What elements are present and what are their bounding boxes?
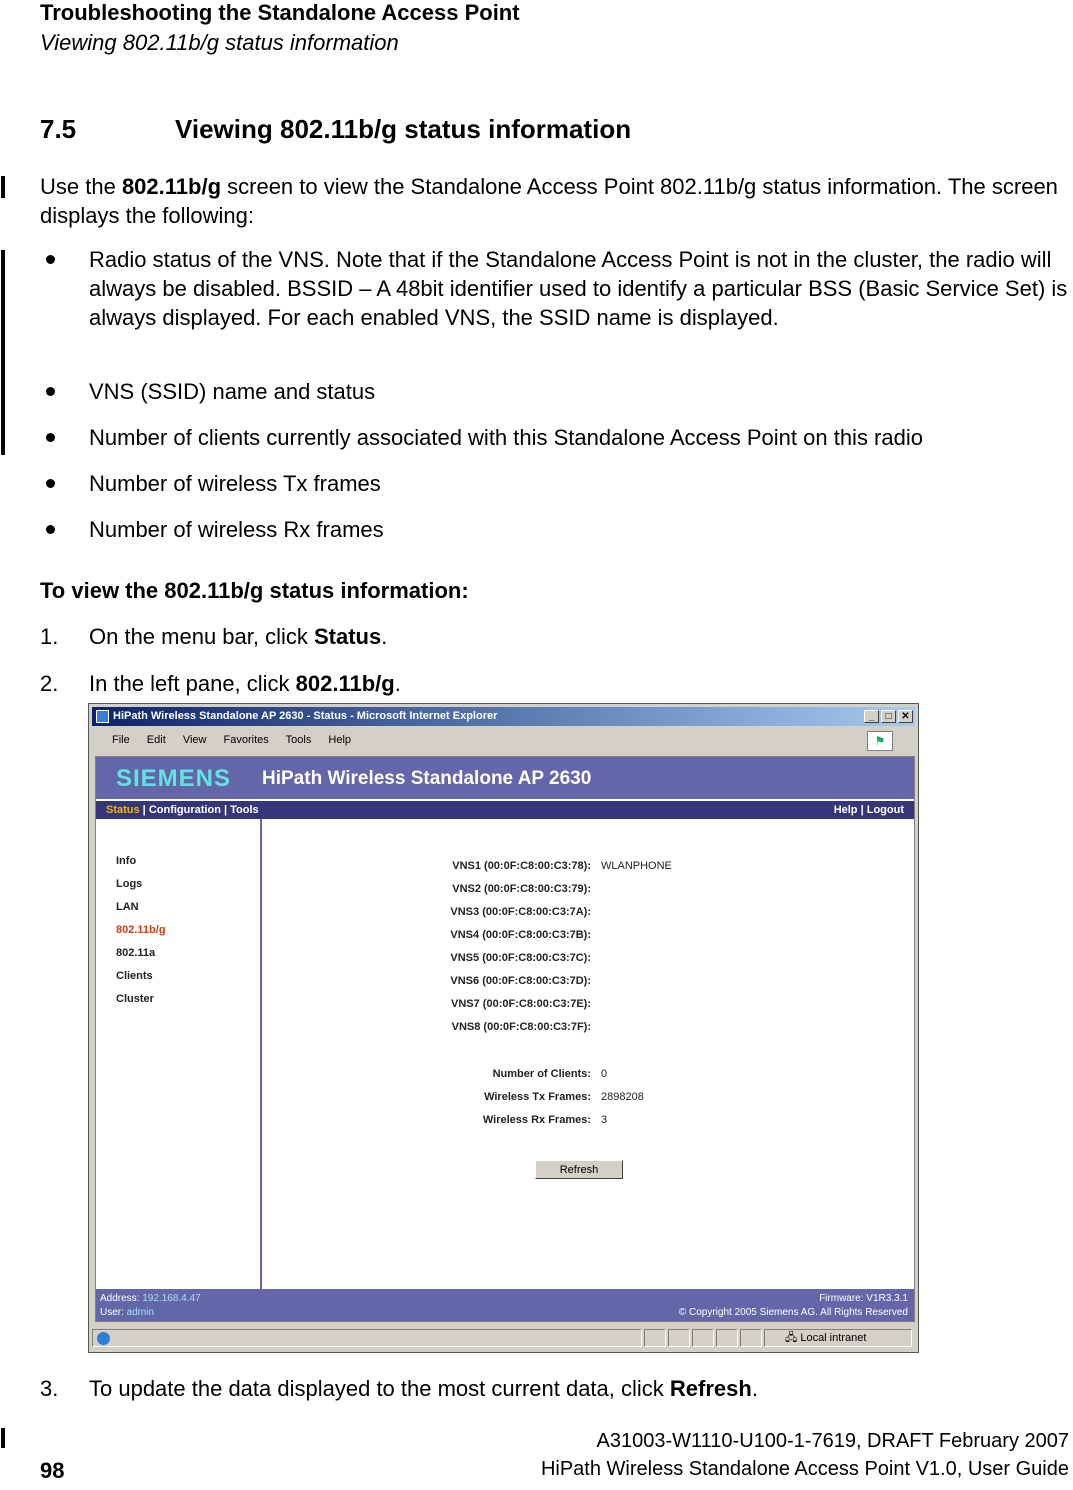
banner — [96, 757, 914, 799]
firmware-info: Firmware: V1R3.3.1 — [819, 1293, 908, 1304]
vns-label: VNS2 (00:0F:C8:00:C3:79): — [452, 883, 591, 895]
left-nav-80211a[interactable]: 802.11a — [116, 947, 156, 959]
vns-label: VNS6 (00:0F:C8:00:C3:7D): — [450, 975, 591, 987]
intranet-icon: 🖧 — [785, 1332, 798, 1344]
procedure-step: 2. In the left pane, click 802.11b/g. — [40, 671, 401, 696]
pane-divider — [260, 819, 262, 1289]
menu-help[interactable]: Help — [328, 734, 352, 746]
bullet-item: Radio status of the VNS. Note that if the Standalone Access Point is not in the cluster, the radio will always be disabled. BSSID – A 48bit identifier used to identify a particular BSS (Basic Service Set) is always displayed. For each enabled VNS, the SSID name is displayed. — [40, 245, 1070, 361]
stat-label: Number of Clients: — [492, 1068, 591, 1080]
refresh-button[interactable]: Refresh — [535, 1160, 623, 1179]
procedure-step: 3. To update the data displayed to the most current data, click Refresh. — [40, 1376, 758, 1401]
menu-edit[interactable]: Edit — [146, 734, 166, 746]
vns-label: VNS7 (00:0F:C8:00:C3:7E): — [451, 998, 591, 1010]
section-title: Viewing 802.11b/g status information — [175, 114, 632, 144]
product-title: HiPath Wireless Standalone AP 2630 — [262, 768, 592, 789]
change-bar — [1, 1428, 5, 1448]
section-number: 7.5 — [40, 114, 77, 144]
browser-statusbar — [92, 1327, 915, 1349]
procedure-step: 1. On the menu bar, click Status. — [40, 624, 388, 649]
security-zone: 🖧 Local intranet — [785, 1332, 867, 1344]
menu-file[interactable]: File — [112, 734, 130, 746]
bullet-item: Number of clients currently associated with this Standalone Access Point on this radio — [40, 423, 1070, 452]
bullet-icon — [46, 433, 55, 442]
close-icon[interactable]: ✕ — [898, 710, 913, 723]
page-footer — [96, 1289, 914, 1321]
bullet-item: Number of wireless Rx frames — [40, 515, 1070, 544]
browser-screenshot — [88, 703, 919, 1353]
browser-menubar — [92, 729, 915, 751]
menu-view[interactable]: View — [182, 734, 207, 746]
bullet-icon — [46, 387, 55, 396]
stat-label: Wireless Tx Frames: — [484, 1091, 591, 1103]
document-title: HiPath Wireless Standalone Access Point V1.0, User Guide — [540, 1458, 1069, 1480]
left-nav-clients[interactable]: Clients — [116, 970, 153, 982]
vns-value: WLANPHONE — [601, 860, 672, 872]
left-nav-info[interactable]: Info — [116, 855, 137, 867]
bullet-item: Number of wireless Tx frames — [40, 469, 1070, 498]
stat-value: 2898208 — [601, 1091, 644, 1103]
address-info: Address: 192.168.4.47 — [100, 1293, 201, 1304]
left-nav-lan[interactable]: LAN — [116, 901, 139, 913]
running-header-subtitle: Viewing 802.11b/g status information — [40, 30, 399, 55]
change-bar — [1, 250, 5, 455]
nav-logout[interactable]: Logout — [866, 804, 904, 816]
nav-configuration[interactable]: Configuration — [148, 804, 221, 816]
minimize-icon[interactable]: _ — [864, 710, 879, 723]
left-nav-cluster[interactable]: Cluster — [116, 993, 154, 1005]
vns-label: VNS1 (00:0F:C8:00:C3:78): — [452, 860, 591, 872]
copyright: © Copyright 2005 Siemens AG. All Rights Reserved — [678, 1307, 908, 1318]
stat-value: 3 — [601, 1114, 608, 1126]
bullet-icon — [46, 255, 55, 264]
left-nav-80211bg[interactable]: 802.11b/g — [116, 924, 166, 936]
intro-paragraph: Use the 802.11b/g screen to view the Standalone Access Point 802.11b/g status information. The screen displays the following: — [40, 174, 1058, 228]
window-titlebar — [92, 707, 915, 726]
nav-status[interactable]: Status — [106, 804, 140, 816]
menu-tools[interactable]: Tools — [285, 734, 312, 746]
change-bar — [1, 176, 5, 198]
vns-label: VNS4 (00:0F:C8:00:C3:7B): — [450, 929, 591, 941]
siemens-logo: SIEMENS — [116, 765, 232, 792]
nav-help[interactable]: Help — [833, 804, 858, 816]
windows-logo-icon: ⚑ — [867, 731, 893, 751]
page-number: 98 — [40, 1458, 65, 1483]
bullet-icon — [46, 479, 55, 488]
document-id: A31003-W1110-U100-1-7619, DRAFT February 2007 — [596, 1430, 1069, 1452]
procedure-heading: To view the 802.11b/g status information: — [40, 578, 469, 603]
user-info: User: admin — [100, 1307, 154, 1318]
stat-value: 0 — [601, 1068, 608, 1080]
vns-label: VNS8 (00:0F:C8:00:C3:7F): — [451, 1021, 591, 1033]
bullet-item: VNS (SSID) name and status — [40, 377, 1070, 406]
menu-favorites[interactable]: Favorites — [223, 734, 269, 746]
nav-tools[interactable]: Tools — [230, 804, 259, 816]
top-nav: Status | Configuration | Tools Help | Logout — [96, 801, 914, 819]
stat-label: Wireless Rx Frames: — [482, 1114, 591, 1126]
window-title: HiPath Wireless Standalone AP 2630 - Status - Microsoft Internet Explorer — [113, 710, 498, 722]
bullet-icon — [46, 525, 55, 534]
running-header-title: Troubleshooting the Standalone Access Point — [40, 0, 520, 25]
maximize-icon[interactable]: □ — [881, 710, 896, 723]
vns-label: VNS3 (00:0F:C8:00:C3:7A): — [450, 906, 591, 918]
left-nav-logs[interactable]: Logs — [116, 878, 143, 890]
vns-label: VNS5 (00:0F:C8:00:C3:7C): — [450, 952, 591, 964]
web-page — [95, 756, 915, 1322]
ie-window-icon — [96, 710, 109, 723]
